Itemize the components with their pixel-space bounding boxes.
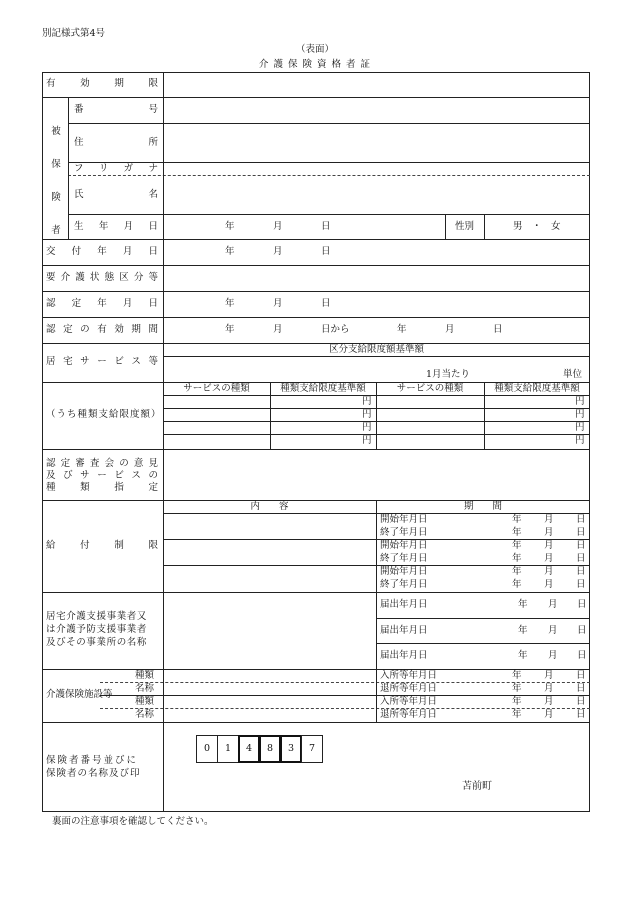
insurer-digit-1: 0	[196, 735, 218, 763]
issue-year: 年	[225, 246, 235, 257]
facility-name-2: 名称	[135, 709, 155, 720]
start-month-1: 月	[544, 514, 554, 525]
yen-1b: 円	[575, 396, 585, 407]
cert-day: 日	[321, 298, 331, 309]
furigana-label: フ リ ガ ナ	[74, 163, 158, 174]
yen-3b: 円	[575, 422, 585, 433]
type-limit-header-2: 種類支給限度基準額	[494, 383, 580, 394]
facility-label: 介護保険施設等	[46, 689, 113, 700]
notification-day-2: 日	[577, 625, 587, 636]
birth-day: 日	[321, 221, 331, 232]
discharge-year-2: 年	[512, 709, 522, 720]
facility-kind-2: 種類	[135, 696, 155, 707]
provider-label-1: 居宅介護支援事業者又	[46, 611, 148, 622]
issue-month: 月	[273, 246, 283, 257]
start-year-2: 年	[512, 540, 522, 551]
provider-label-3: 及びその事業所の名称	[46, 637, 148, 648]
service-type-header-2: サービスの種類	[396, 383, 464, 394]
insurer-label-1: 保険者番号並びに	[46, 755, 139, 766]
end-year-1: 年	[512, 527, 522, 538]
end-date-3: 終了年月日	[380, 579, 428, 590]
gender-value: 男 ・ 女	[513, 221, 561, 232]
care-level-label: 要 介 護 状 態 区 分 等	[46, 272, 158, 283]
start-month-2: 月	[544, 540, 554, 551]
start-date-3: 開始年月日	[380, 566, 428, 577]
notification-date-3: 届出年月日	[380, 650, 428, 661]
admission-month-2: 月	[544, 696, 554, 707]
breakdown-label: （うち種類支給限度額）	[46, 409, 162, 420]
discharge-year-1: 年	[512, 683, 522, 694]
period-end-day: 日	[493, 324, 503, 335]
end-date-1: 終了年月日	[380, 527, 428, 538]
discharge-date-2: 退所等年月日	[380, 709, 438, 720]
start-year-3: 年	[512, 566, 522, 577]
facility-kind-1: 種類	[135, 670, 155, 681]
limit-header: 区分支給限度額基準額	[328, 344, 424, 355]
end-day-2: 日	[576, 553, 586, 564]
type-limit-header-1: 種類支給限度基準額	[280, 383, 366, 394]
yen-4b: 円	[575, 435, 585, 446]
admission-month-1: 月	[544, 670, 554, 681]
insurer-digit-6: 7	[301, 735, 323, 763]
admission-year-2: 年	[512, 696, 522, 707]
period-start-month: 月	[273, 324, 283, 335]
end-date-2: 終了年月日	[380, 553, 428, 564]
admission-day-2: 日	[576, 696, 586, 707]
period-header: 期 間	[463, 501, 502, 512]
insured-label: 被 保 険 者	[51, 126, 61, 236]
name-label: 氏 名	[74, 189, 158, 200]
insurer-label-2: 保険者の名称及び印	[46, 768, 141, 779]
admission-date-2: 入所等年月日	[380, 696, 438, 707]
number-label: 番 号	[74, 104, 158, 115]
end-year-3: 年	[512, 579, 522, 590]
end-month-3: 月	[544, 579, 554, 590]
notification-day-1: 日	[577, 599, 587, 610]
birth-year: 年	[225, 221, 235, 232]
end-year-2: 年	[512, 553, 522, 564]
notification-day-3: 日	[577, 650, 587, 661]
yen-3a: 円	[362, 422, 372, 433]
start-day-2: 日	[576, 540, 586, 551]
per-month: 1月当たり	[426, 369, 471, 380]
insurer-digit-4: 8	[259, 735, 281, 763]
period-end-month: 月	[445, 324, 455, 335]
discharge-date-1: 退所等年月日	[380, 683, 438, 694]
insurer-name: 苫前町	[462, 781, 492, 792]
cert-period-label: 認 定 の 有 効 期 間	[46, 324, 158, 335]
unit-label: 単位	[563, 369, 583, 380]
address-label: 住 所	[74, 137, 158, 148]
start-day-3: 日	[576, 566, 586, 577]
contents-header: 内 容	[250, 501, 289, 512]
committee-label-2: 及 び サ ー ビ ス の	[46, 470, 158, 481]
notification-year-2: 年	[518, 625, 528, 636]
cert-month: 月	[273, 298, 283, 309]
end-month-2: 月	[544, 553, 554, 564]
discharge-month-1: 月	[544, 683, 554, 694]
birthdate-label: 生 年 月 日	[74, 221, 158, 232]
notification-year-1: 年	[518, 599, 528, 610]
home-service-label: 居 宅 サ ー ビ ス 等	[46, 356, 158, 367]
end-month-1: 月	[544, 527, 554, 538]
end-day-1: 日	[576, 527, 586, 538]
notification-date-2: 届出年月日	[380, 625, 428, 636]
birth-month: 月	[273, 221, 283, 232]
discharge-day-2: 日	[576, 709, 586, 720]
notification-date-1: 届出年月日	[380, 599, 428, 610]
discharge-day-1: 日	[576, 683, 586, 694]
facility-name-1: 名称	[135, 683, 155, 694]
gender-label: 性別	[455, 221, 475, 232]
service-type-header-1: サービスの種類	[183, 383, 250, 394]
admission-day-1: 日	[576, 670, 586, 681]
form-title: 介 護 保 険 資 格 者 証	[258, 59, 372, 70]
cert-date-label: 認 定 年 月 日	[46, 298, 158, 309]
admission-year-1: 年	[512, 670, 522, 681]
insurer-digit-5: 3	[280, 735, 302, 763]
start-day-1: 日	[576, 514, 586, 525]
issue-date-label: 交 付 年 月 日	[46, 246, 158, 257]
period-start-year: 年	[225, 324, 235, 335]
form-side: （表面）	[295, 44, 334, 55]
discharge-month-2: 月	[544, 709, 554, 720]
form-number: 別記様式第4号	[42, 28, 106, 39]
benefit-limit-label: 給 付 制 限	[46, 540, 158, 551]
cert-year: 年	[225, 298, 235, 309]
committee-label-1: 認 定 審 査 会 の 意 見	[46, 458, 158, 469]
expiry-label: 有 効 期 限	[46, 78, 158, 89]
start-year-1: 年	[512, 514, 522, 525]
start-date-2: 開始年月日	[380, 540, 428, 551]
notification-month-2: 月	[548, 625, 558, 636]
committee-label-3: 種 類 指 定	[46, 482, 158, 493]
insurer-digit-3: 4	[238, 735, 260, 763]
period-start-day: 日から	[321, 324, 350, 335]
start-date-1: 開始年月日	[380, 514, 428, 525]
admission-date-1: 入所等年月日	[380, 670, 438, 681]
start-month-3: 月	[544, 566, 554, 577]
yen-2b: 円	[575, 409, 585, 420]
certificate-table	[42, 72, 590, 812]
period-end-year: 年	[397, 324, 407, 335]
issue-day: 日	[321, 246, 331, 257]
yen-4a: 円	[362, 435, 372, 446]
footer-note: 裏面の注意事項を確認してください。	[52, 816, 214, 827]
insurer-digit-2: 1	[217, 735, 239, 763]
notification-month-1: 月	[548, 599, 558, 610]
notification-month-3: 月	[548, 650, 558, 661]
notification-year-3: 年	[518, 650, 528, 661]
yen-2a: 円	[362, 409, 372, 420]
yen-1a: 円	[362, 396, 372, 407]
end-day-3: 日	[576, 579, 586, 590]
provider-label-2: は介護予防支援事業者	[46, 624, 148, 635]
